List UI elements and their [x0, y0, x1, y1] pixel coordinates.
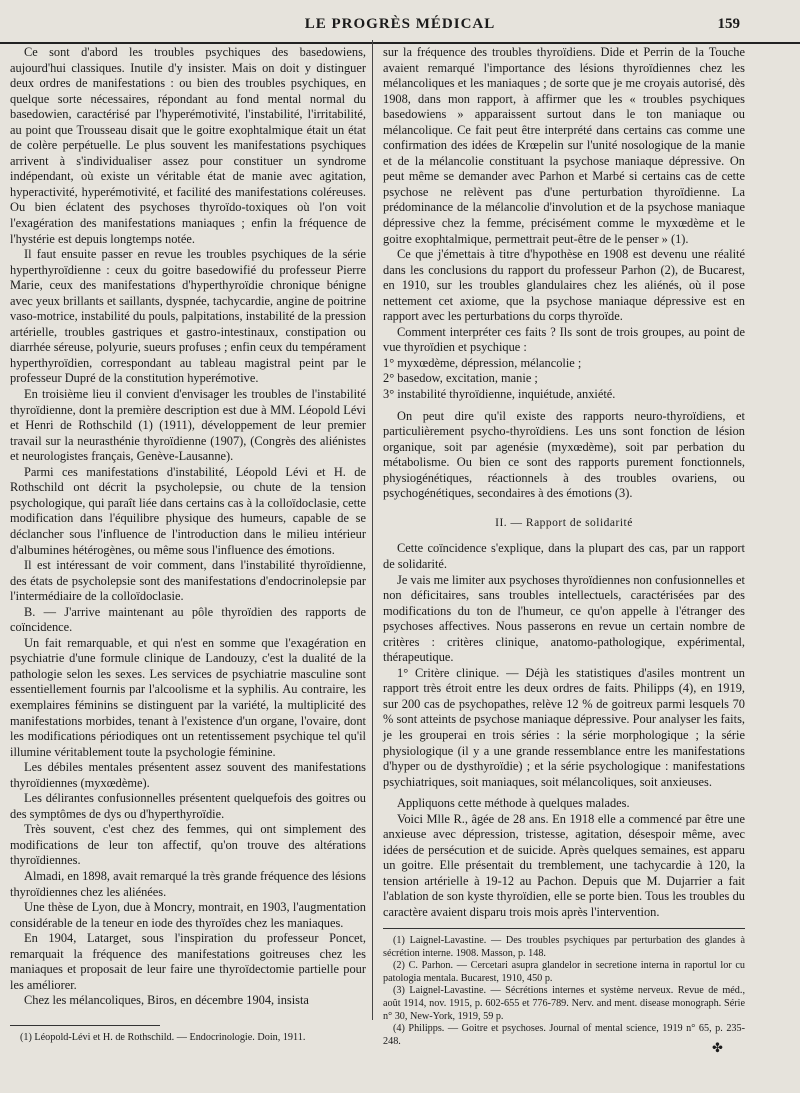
paragraph: 1° Critère clinique. — Déjà les statistiques d'asiles montrent un rapport très étroit entre les deux ordres de faits. Philipps (4), en 1919, sur 200 cas de psychopathes, relève 12 % de goitreux parmi lesquels 70 % sont atteints de psychose maniaque dépressive. Pour analyser les faits, je les grouperai en trois séries : la série morphologique ; la série physiologique (il y a une grande ressemblance entre les manifestations d'hyper ou de dysthyroïdie) ; et la série psychologique : manifestations psychiatriques, soit maniaques, soit mélancoliques, soit anxieuses. — [383, 665, 745, 789]
section-heading: II. — Rapport de solidarité — [495, 516, 633, 529]
paragraph: En 1904, Latarget, sous l'inspiration du professeur Poncet, remarquait la fréquence des manifestations goitreuses chez les maniaques et proposait de leur faire une thyroïdectomie partielle pour les améliorer. — [10, 931, 366, 992]
left-column — [10, 45, 366, 1009]
paragraph: Comment interpréter ces faits ? Ils sont de trois groupes, au point de vue thyroïdien et psychique : — [383, 324, 745, 355]
page-header — [0, 12, 800, 40]
paragraph: Chez les mélancoliques, Biros, en décembre 1904, insista — [24, 993, 309, 1008]
ornament-icon: ✤ — [712, 1040, 723, 1055]
paragraph: Un fait remarquable, et qui n'est en somme que l'exagération en psychiatrie d'une formule clinique de Landouzy, c'est la dualité de la pathologie selon les sexes. Les services de psychiatrie masculine sont essentiellement fournis par l'alcoolisme et la syphilis. Au contraire, les exemplaires féminins se distinguent par la variété, la multiplicité des manifestations morbides, tenant à l'existence d'un organe, l'ovaire, dont les modifications périodiques ont un retentissement psychique tel qu'il illumine véritablement toute la psychologie féminine. — [10, 635, 366, 759]
left-footnotes — [10, 1015, 366, 1045]
paragraph: sur la fréquence des troubles thyroïdiens. Dide et Perrin de la Touche avaient remarqué l'importance des lésions thyroïdiennes chez les mélancoliques et les maniaques ; de sorte que je me croyais autorisé, dès 1908, dans mon rapport, à affirmer que les « troubles psychiques basedowiens » apparaissent surtout dans le ton maniaque ou mélancolique. Ce fait peut être interprété dans certains cas comme une confirmation des idées de Krœpelin sur l'unité nosologique de la manie et de la mélancolie constituant la psychose maniaque dépressive. On peut même se demander avec Parhon et Marbé si certains cas de cette psychose ne relèvent pas d'une perturbation thyroïdienne. La prédominance de la mélancolie d'involution et de la psychose maniaque dépressive chez la femme, précisément comme le myxœdème et le goitre exophtalmique, permettrait peut-être de le penser » (1). — [383, 45, 745, 246]
column-divider — [372, 40, 373, 1020]
list-item: 2° basedow, excitation, manie ; — [383, 371, 538, 386]
paragraph: Almadi, en 1898, avait remarqué la très grande fréquence des lésions thyroïdiennes chez les aliénées. — [10, 868, 366, 899]
list-item: 3° instabilité thyroïdienne, inquiétude, anxiété. — [383, 387, 616, 402]
footnote: (1) Léopold-Lévi et H. de Rothschild. — Endocrinologie. Doin, 1911. — [20, 1032, 306, 1043]
footnote-rule — [10, 1025, 160, 1026]
paragraph: Il est intéressant de voir comment, dans l'instabilité thyroïdienne, des états de psycholepsie sont des manifestations d'endocrinolepsie par l'intermédiaire de la colloïdoclasie. — [10, 558, 366, 604]
paragraph: Cette coïncidence s'explique, dans la plupart des cas, par un rapport de solidarité. — [383, 541, 745, 571]
page-number: 159 — [717, 16, 740, 32]
running-title: LE PROGRÈS MÉDICAL — [304, 16, 496, 32]
paragraph: Très souvent, c'est chez des femmes, qui ont simplement des modifications de leur ton affectif, qu'on trouve des altérations thyroïdiennes. — [10, 822, 366, 868]
paragraph: Je vais me limiter aux psychoses thyroïdiennes non confusionnelles et non déficitaires, sans troubles intellectuels, caractérisées par des modifications du ton de l'humeur, ce qu'on appelle à l'étranger des psychoses affectives. Nous passerons en revue un certain nombre de critères : critères clinique, anatomo-pathologique, expérimental, thérapeutique. — [383, 572, 745, 665]
footnote-rule — [383, 928, 745, 929]
paragraph: B. — J'arrive maintenant au pôle thyroïdien des rapports de coïncidence. — [10, 604, 366, 635]
footnote: (4) Philipps. — Goitre et psychoses. Journal of mental science, 1919 n° 65, p. 235-248. — [383, 1023, 745, 1047]
paragraph: Les débiles mentales présentent assez souvent des manifestations thyroïdiennes (myxœdème). — [10, 760, 366, 790]
right-footnotes — [383, 918, 745, 1048]
right-column — [383, 45, 745, 921]
paragraph: Les délirantes confusionnelles présentent quelquefois des goitres ou des symptômes de dys ou d'hyperthyroïdie. — [10, 791, 366, 821]
paragraph: Appliquons cette méthode à quelques malades. — [397, 796, 630, 811]
paragraph: En troisième lieu il convient d'envisager les troubles de l'instabilité thyroïdienne, dont la première description est due à MM. Léopold Lévi et Henri de Rothschild (1) (1911), développement de leur premier travail sur la neurasthénie thyroïdienne (1907), (Congrès des aliénistes et neurologistes français, Genève-Lausanne). — [10, 387, 366, 464]
paragraph: Il faut ensuite passer en revue les troubles psychiques de la série hyperthyroïdienne : ceux du goitre basedowifié du professeur Pierre Marie, ceux des manifestations d'hyperthyroïdie chronique bénigne avec yeux brillants et saillants, dyspnée, tachycardie, angine de poitrine vaso-motrice, instabilité du pouls, palpitations, instabilité de la pression artérielle, troubles gastriques et gastro-intestinaux, constipation ou diarrhée séreuse, polyurie, sueurs profuses ; enfin ceux du tempérament hyperthyroïdien, correspondant au tableau magistral peint par le professeur Dupré de la constitution hyperémotive. — [10, 247, 366, 386]
header-rule — [0, 42, 800, 44]
paragraph: Ce que j'émettais à titre d'hypothèse en 1908 est devenu une réalité dans les conclusions du rapport du professeur Parhon (2), de Bucarest, en 1910, sur les troubles glandulaires chez les aliénés, où il pose nettement cet axiome, que la psychose maniaque dépressive est en rapport avec les perturbations du corps thyroïde. — [383, 247, 745, 324]
footnote: (1) Laignel-Lavastine. — Des troubles psychiques par perturbation des glandes à sécrétion interne. 1908. Masson, p. 148. — [383, 935, 745, 959]
paragraph: Ce sont d'abord les troubles psychiques des basedowiens, aujourd'hui classiques. Inutile d'y insister. Mais on doit y distinguer deux ordres de manifestations : ou bien des troubles psychiques, en quelque sorte nécessaires, répondant au fond mental normal du basedowien, caractérisé par l'hyperémotivité, l'instabilité, l'irritabilité, au point que Trousseau disait que le goitre exophtalmique était un état de colère perpétuelle. Le plus souvent les manifestations psychiques arrivent à s'individualiser assez pour constituer un syndrome indépendant, où existe un véritable état de manie avec agitation, hyperactivité, hyperémotivité, et facilité des manifestations coléreuses. Ou bien éclatent des psychoses thyroïdo-toxiques où l'on voit l'exagération des manifestations maniaques ; enfin la fréquence de l'hystérie est depuis longtemps notée. — [10, 45, 366, 246]
paragraph: On peut dire qu'il existe des rapports neuro-thyroïdiens, et particulièrement psycho-thyroïdiens. Les uns sont fonction de lésion organique, soit par agenésie (myxœdème), soit par perbation du métabolisme. Ou bien ce sont des rapports purement fonctionnels, physiogénétiques, réactionnels à des troubles ovariens, ou psychogénétiques, secondaires à des émotions (3). — [383, 408, 745, 501]
paragraph: Voici Mlle R., âgée de 28 ans. En 1918 elle a commencé par être une anxieuse avec dépression, tristesse, agitation, désespoir même, avec idées de persécution et de suicide. Après quelques semaines, est apparu un goitre. Elle présentait du tremblement, une tachycardie à 120, la tension artérielle à 19-12 au Pachon. Depuis que M. Dujarrier a fait l'ablation de son kyste thyroïdien, elle se porte bien. Tous les troubles du caractère avaient disparu trois mois après l'intervention. — [383, 811, 745, 919]
paragraph: Parmi ces manifestations d'instabilité, Léopold Lévi et H. de Rothschild ont décrit la psycholepsie, ou chute de la tension psychologique, qui paraît liée dans certains cas à la colloïdoclasie, cette modification dans l'équilibre physique des humeurs, capable de se déclancher sous l'influence de l'introduction dans le milieu intérieur d'albumines hétérogènes, ou même sous l'influence des émotions. — [10, 464, 366, 557]
paragraph: Une thèse de Lyon, due à Moncry, montrait, en 1903, l'augmentation considérable de la teneur en iode des thyroïdes chez les maniaques. — [10, 900, 366, 930]
list-item: 1° myxœdème, dépression, mélancolie ; — [383, 355, 582, 370]
footnote: (3) Laignel-Lavastine. — Sécrétions internes et système nerveux. Revue de méd., août 1914, nov. 1915, p. 602-655 et 776-789. Nerv. and ment. disease monograph. Série n° 30, New-York, 1919, 59 p. — [383, 985, 745, 1022]
footnote: (2) C. Parhon. — Cercetari asupra glandelor in secretione interna in raportul lor cu patologia mentala. Bucarest, 1910, 450 p. — [383, 960, 745, 984]
